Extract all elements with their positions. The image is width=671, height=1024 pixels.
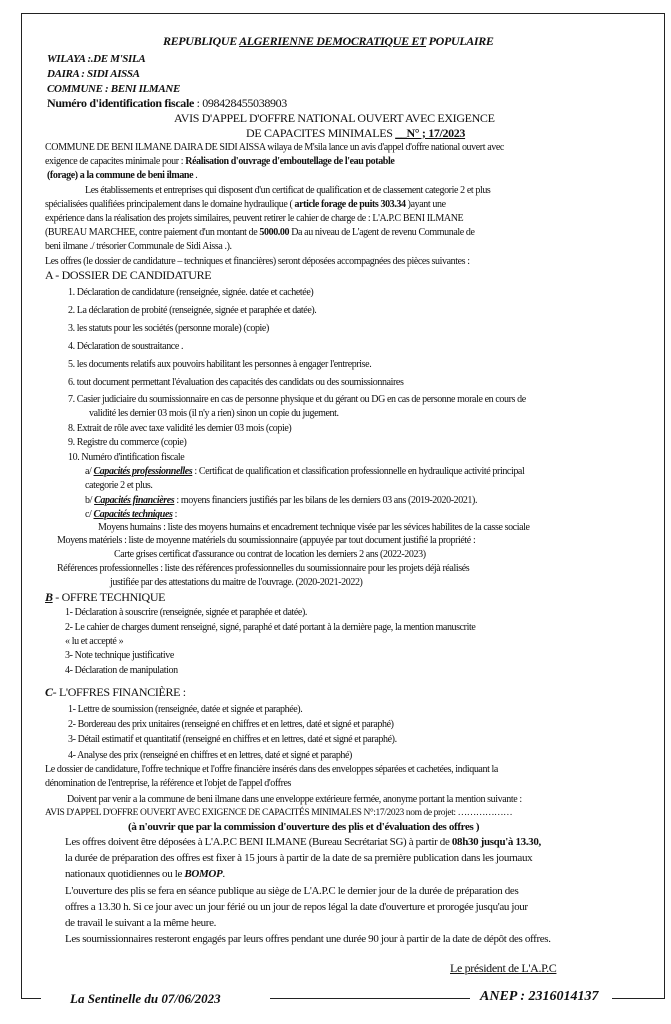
list-item: 4. Déclaration de soustraitance .: [68, 341, 184, 352]
start-time: 08h30: [451, 836, 479, 848]
text: spécialisées qualifiées principalement dans le domaine hydraulique (: [45, 199, 295, 210]
heading-part: REPUBLIQUE: [163, 34, 240, 48]
intro-line: [45, 155, 394, 168]
material-means-cont: Carte grises certificat d'assurance ou contrat de location les derniers 2 ans (2022-2023): [114, 549, 426, 560]
list-item: 10. Numéro d'intification fiscale: [68, 452, 185, 463]
capacity-professional: [85, 465, 524, 478]
list-item: 4- Analyse des prix (renseigné en chiffres et en lettres, daté et signé et paraphé): [68, 750, 352, 761]
text: : moyens financiers justifiés par les bilans de les derniers 03 ans (2019-2020-2021).: [174, 495, 478, 506]
capacity-financial: [85, 494, 477, 507]
opening-line: L'ouverture des plis se fera en séance publique au siège de L'A.P.C le dernier jour de la durée de préparation des: [65, 885, 519, 897]
footer-rule: [21, 998, 41, 999]
list-item: 2. La déclaration de probité (renseignée, signée et paraphée et datée).: [68, 305, 317, 316]
list-item: 2- Bordereau des prix unitaires (renseigné en chiffres et en lettres, daté et signé et paraphé): [68, 719, 394, 730]
notice-title-1: AVIS D'APPEL D'OFFRE NATIONAL OUVERT AVEC EXIGENCE: [174, 111, 495, 125]
text: )ayant une: [405, 199, 446, 210]
text: nationaux quotidiennes ou le: [65, 868, 185, 880]
professional-references: Références professionnelles : liste des références professionnelles du soumissionnaire pour les projets déjà réalisés: [57, 563, 470, 574]
list-item: 5. les documents relatifs aux pouvoirs habilitant les personnes à engager l'entreprise.: [68, 359, 372, 370]
republic-heading: [163, 35, 494, 48]
intro-line: [47, 169, 197, 182]
footer-rule: [612, 998, 664, 999]
notice-number: __N° ; 17/2023: [395, 126, 466, 140]
list-item: 2- Le cahier de charges dument renseigné, signé, paraphé et daté portant à la dernière page, la mention manuscrite: [65, 622, 476, 633]
article: article forage de puits 303.34: [294, 199, 406, 210]
eligibility-line: [45, 198, 446, 211]
opening-line: de travail le suivant a la même heure.: [65, 917, 217, 929]
text: exigence de capacites minimale pour :: [45, 156, 186, 167]
text: (BUREAU MARCHEE, contre paiement d'un montant de: [45, 227, 260, 238]
heading-part: POPULAIRE: [426, 34, 494, 48]
text: :: [172, 509, 177, 520]
list-item: 1- Lettre de soumission (renseignée, datée et signée et paraphée).: [68, 704, 303, 715]
anep-number: ANEP : 2316014137: [480, 989, 599, 1004]
eligibility-line: Les établissements et entreprises qui disposent d'un certificat de qualification et de classement categorie 2 et plus: [85, 185, 491, 196]
section-a-title: A - DOSSIER DE CANDIDATURE: [45, 268, 212, 282]
envelope-line: dénomination de l'entreprise, la référence et l'objet de l'appel d'offres: [45, 778, 292, 789]
list-item: 1- Déclaration à souscrire (renseignée, signée et paraphée et datée).: [65, 607, 307, 618]
list-item: 7. Casier judiciaire du soumissionnaire en cas de personne physique et du gérant ou DG en cas de personne morale en cours de: [68, 394, 526, 405]
text: Les offres doivent être déposées à L'A.P.C BENI ILMANE (Bureau Secrétariat SG) à partir de: [65, 836, 452, 848]
opening-line: offres a 13.30 h. Si ce jour avec un jour férié ou un jour de repos légal la date d'ouverture et prorogée jusqu'au jour: [65, 901, 528, 913]
capacity-label: Capacités financières: [94, 495, 175, 506]
material-means: Moyens matériels : liste de moyenne matériels du soumissionnaire (appuyée par tout document justifié la propriété :: [57, 535, 476, 546]
envelope-line: Le dossier de candidature, l'offre technique et l'offre financière insérés dans des enveloppes séparées et cachetées, indiquant la: [45, 764, 498, 775]
fiscal-id-label: Numéro d'identification fiscale: [47, 96, 194, 110]
text: .: [222, 868, 225, 880]
section-letter: B: [45, 590, 53, 604]
project-name: Réalisation d'ouvrage d'emboutellage de l'eau potable: [185, 156, 395, 167]
text: b/: [85, 495, 95, 506]
list-item: 6. tout document permettant l'évaluation des capacités des candidats ou des soumissionnaires: [68, 377, 404, 388]
list-item: 3. les statuts pour les sociétés (personne morale) (copie): [68, 323, 269, 334]
deposit-line: [65, 836, 541, 849]
eligibility-line: beni ilmane ./ trésorier Communale de Sidi Aissa .).: [45, 241, 232, 252]
amount: 5000.00: [259, 227, 290, 238]
heading-part: ALGERIENNE DEMOCRATIQUE ET: [239, 34, 427, 48]
eligibility-line: expérience dans la réalisation des projets similaires, peuvent retirer le cahier de charge de : L'A.P.C BENI ILMANE: [45, 213, 464, 224]
footer-rule: [270, 998, 470, 999]
section-letter: C: [45, 685, 53, 699]
capacity-label: Capacités professionnelles: [93, 466, 193, 477]
deposit-line: la durée de préparation des offres est fixer à 15 jours à partir de la date de sa première publication dans les journaux: [65, 852, 533, 864]
capacity-label: Capacités techniques: [93, 509, 173, 520]
end-time: jusqu'à 13.30,: [478, 836, 541, 848]
professional-references-cont: justifiée par des attestations du maitre de l'ouvrage. (2020-2021-2022): [110, 577, 363, 588]
list-item-cont: validité les dernier 03 mois (il n'y a rien) sinon un copie du jugement.: [89, 408, 339, 419]
list-item: 3- Détail estimatif et quantitatif (renseigné en chiffres et en lettres, daté et signé et paraphé).: [68, 734, 397, 745]
notice-title-2: [246, 127, 465, 140]
validity-line: Les soumissionnaires resteront engagés par leurs offres pendant une durée 90 jour à partir de la date de dépôt des offres.: [65, 933, 551, 945]
text: .: [193, 170, 198, 181]
intro-line: COMMUNE DE BENI ILMANE DAIRA DE SIDI AISSA wilaya de M'sila lance un avis d'appel d'offre national ouvert avec: [45, 142, 504, 153]
text: - L'OFFRES FINANCIÈRE :: [52, 685, 186, 699]
list-item-cont: « lu et accepté »: [65, 636, 124, 647]
list-item: 1. Déclaration de candidature (renseignée, signée. datée et cachetée): [68, 287, 314, 298]
daira: DAIRA : SIDI AISSA: [47, 68, 140, 80]
list-item: 9. Registre du commerce (copie): [68, 437, 187, 448]
newspaper-date: La Sentinelle du 07/06/2023: [70, 991, 221, 1006]
section-b-title: [45, 591, 165, 604]
do-not-open-notice: (à n'ouvrir que par la commission d'ouverture des plis et d'évaluation des offres ): [128, 821, 480, 833]
text: c/: [85, 509, 94, 520]
fiscal-id-value: : 098428455038903: [193, 96, 287, 110]
text: - OFFRE TECHNIQUE: [52, 590, 166, 604]
delivery-instructions: Doivent par venir a la commune de beni ilmane dans une enveloppe extérieure fermée, anonyme portant la mention suivante :: [67, 794, 522, 805]
title-text: DE CAPACITES MINIMALES: [246, 126, 396, 140]
signature: Le président de L'A.P.C: [450, 961, 557, 975]
list-item: 8. Extrait de rôle avec taxe validité les dernier 03 mois (copie): [68, 423, 292, 434]
commune: COMMUNE : BENI ILMANE: [47, 83, 180, 95]
project-name-cont: (forage) a la commune de beni ilmane: [47, 170, 194, 181]
text: : Certificat de qualification et classification professionnelle en hydraulique activité principal: [192, 466, 525, 477]
list-item: 4- Déclaration de manipulation: [65, 665, 178, 676]
fiscal-id: [47, 97, 287, 110]
bomop: BOMOP: [184, 868, 223, 880]
list-item: 3- Note technique justificative: [65, 650, 174, 661]
envelope-mention: AVIS D'APPEL D'OFFRE OUVERT AVEC EXIGENCE DE CAPACITÉS MINIMALES N°:17/2023 nom de projet: ………………: [45, 808, 513, 818]
human-means: Moyens humains : liste des moyens humains et encadrement technique visée par les sévices habilites de la casse sociale: [98, 522, 530, 533]
deposit-line: [65, 868, 225, 881]
capacity-professional-cont: categorie 2 et plus.: [85, 480, 153, 491]
section-c-title: [45, 686, 186, 699]
text: a/: [85, 466, 94, 477]
capacity-technical: [85, 508, 177, 521]
eligibility-line: [45, 226, 475, 239]
text: Da au niveau de L'agent de revenu Communale de: [289, 227, 475, 238]
offers-intro: Les offres (le dossier de candidature – techniques et financières) seront déposées accompagnées des pièces suivantes :: [45, 256, 470, 267]
wilaya: WILAYA :.DE M'SILA: [47, 53, 146, 65]
